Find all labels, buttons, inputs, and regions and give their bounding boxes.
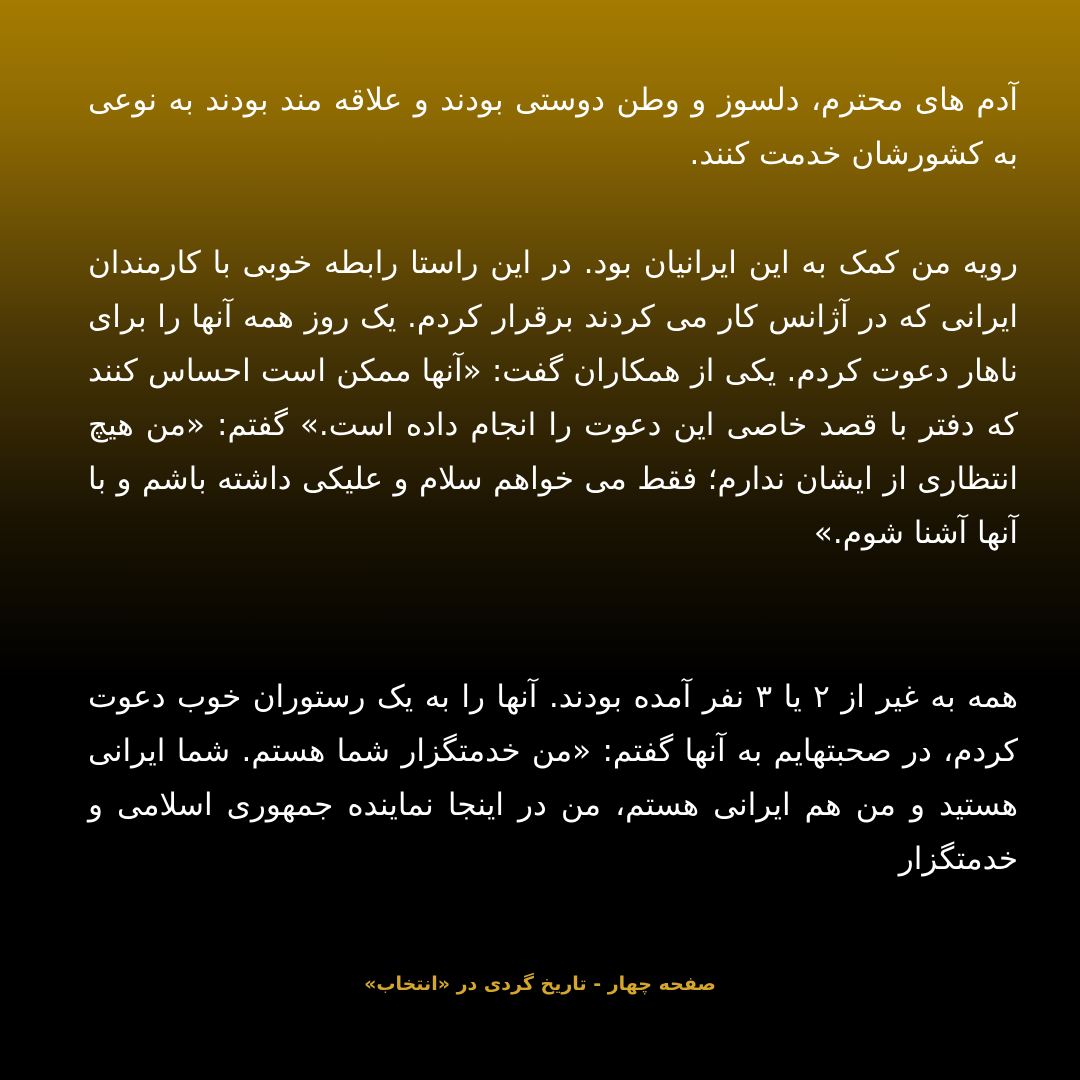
paragraph-3: همه به غیر از ۲ یا ۳ نفر آمده بودند. آنها را به یک رستوران خوب دعوت کردم، در صحبتهایم به آنها گفتم: «من خدمتگزار شما هستم. شما ایرانی هستید و من هم ایرانی هستم، من در اینجا نماینده جمهوری اسلامی و خدمتگزار xyxy=(88,679,1018,877)
paragraph-2: رویه من کمک به این ایرانیان بود. در این راستا رابطه خوبی با کارمندان ایرانی که در آژانس کار می کردند برقرار کردم. یک روز همه آنها را برای ناهار دعوت کردم. یکی از همکاران گفت: «آنها ممکن است احساس کنند که دفتر با قصد خاصی این دعوت را انجام داده است.» گفتم: «من هیچ انتظاری از ایشان ندارم؛ فقط می خواهم سلام و علیکی داشته باشم و با آنها آشنا شوم.» xyxy=(88,245,1018,551)
paragraph-1: آدم های محترم، دلسوز و وطن دوستی بودند و علاقه مند بودند به نوعی به کشورشان خدمت کنند. xyxy=(88,82,1018,172)
footer-caption: صفحه چهار - تاریخ گردی در «انتخاب» xyxy=(364,973,716,995)
